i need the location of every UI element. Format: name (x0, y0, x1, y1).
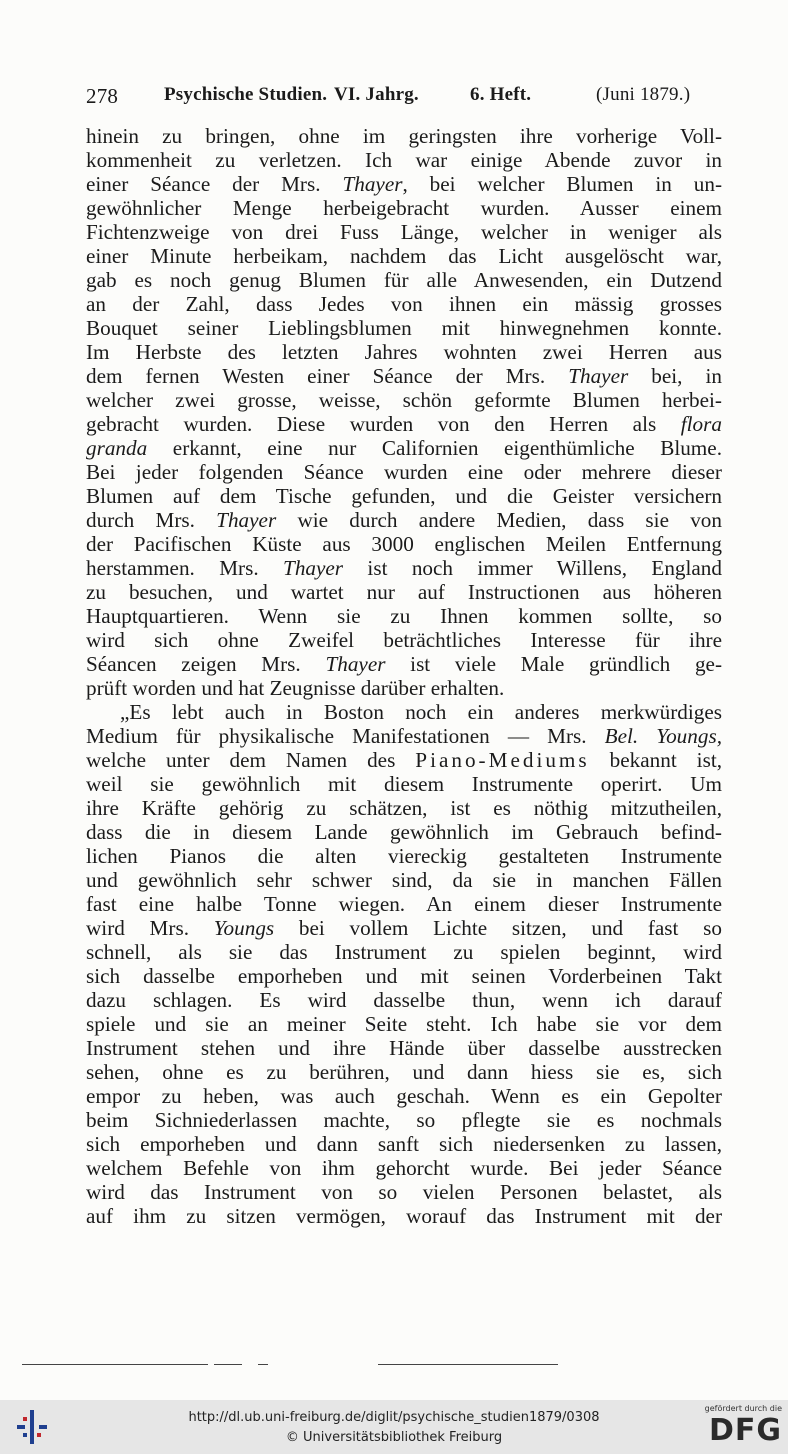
text-line (86, 748, 722, 772)
text-run: zu besuchen, und wartet nur auf Instructionen aus höheren (86, 580, 722, 604)
text-run: gab es noch genug Blumen für alle Anwesenden, ein Dutzend (86, 268, 722, 292)
dfg-wordmark: DFG (708, 1413, 782, 1448)
text-run: Séancen zeigen Mrs. (86, 652, 326, 676)
text-line (86, 1132, 722, 1156)
text-line (86, 532, 722, 556)
text-run: sich dasselbe emporheben und mit seinen Vorderbeinen Takt (86, 964, 722, 988)
running-header (86, 84, 722, 114)
text-run: dem fernen Westen einer Séance der Mrs. (86, 364, 569, 388)
text-line (86, 1108, 722, 1132)
text-line (86, 220, 722, 244)
text-run: durch Mrs. (86, 508, 217, 532)
text-run: Instrument stehen und ihre Hände über dasselbe ausstrecken (86, 1036, 722, 1060)
italic-name: Thayer (283, 556, 344, 580)
text-line (86, 292, 722, 316)
body-text (86, 124, 722, 1228)
text-line (86, 460, 722, 484)
text-line (86, 676, 722, 700)
text-line (86, 988, 722, 1012)
text-run: „Es lebt auch in Boston noch ein anderes merkwürdiges (120, 700, 722, 724)
text-run: wie durch andere Medien, dass sie von (276, 508, 722, 532)
text-run: Bei jeder folgenden Séance wurden eine oder mehrere dieser (86, 460, 722, 484)
text-run: , bei welcher Blumen in un- (402, 172, 722, 196)
text-line (86, 340, 722, 364)
text-run: schnell, als sie das Instrument zu spielen beginnt, wird (86, 940, 722, 964)
text-line (86, 652, 722, 676)
text-run: bekannt ist, (589, 748, 722, 772)
text-line (86, 124, 722, 148)
text-run: dazu schlagen. Es wird dasselbe thun, wenn ich darauf (86, 988, 722, 1012)
text-line (86, 628, 722, 652)
text-run: Im Herbste des letzten Jahres wohnten zwei Herren aus (86, 340, 722, 364)
text-line (86, 1012, 722, 1036)
text-line (86, 268, 722, 292)
italic-name: flora (680, 412, 722, 436)
dfg-logo (696, 1404, 782, 1450)
text-run: Fichtenzweige von drei Fuss Länge, welcher in weniger als (86, 220, 722, 244)
text-run: fast eine halbe Tonne wiegen. An einem dieser Instrumente (86, 892, 722, 916)
permalink-link[interactable]: http://dl.ub.uni-freiburg.de/diglit/psychische_studien1879/0308 (188, 1410, 600, 1425)
text-run: welcher zwei grosse, weisse, schön geformte Blumen herbei- (86, 388, 722, 412)
italic-name: Youngs (213, 916, 275, 940)
text-line (86, 244, 722, 268)
text-line (86, 820, 722, 844)
text-line (86, 1036, 722, 1060)
text-run: bei vollem Lichte sitzen, und fast so (274, 916, 722, 940)
text-line (86, 316, 722, 340)
italic-name: Thayer (216, 508, 277, 532)
rule-line (378, 1364, 558, 1365)
rule-line (22, 1364, 208, 1365)
text-line (86, 556, 722, 580)
viewer-footer (0, 1400, 788, 1454)
text-run: an der Zahl, dass Jedes von ihnen ein mässig grosses (86, 292, 722, 316)
text-run: wird sich ohne Zweifel beträchtliches Interesse für ihre (86, 628, 722, 652)
text-run: Blumen auf dem Tische gefunden, und die Geister versichern (86, 484, 722, 508)
text-line (86, 1180, 722, 1204)
issue-number: 6. Heft. (470, 84, 532, 105)
text-run: dass die in diesem Lande gewöhnlich im Gebrauch befind- (86, 820, 722, 844)
text-run: gewöhnlicher Menge herbeigebracht wurden. Ausser einem (86, 196, 722, 220)
text-line (86, 172, 722, 196)
text-line (86, 436, 722, 460)
italic-name: Thayer (568, 364, 629, 388)
text-line (86, 724, 722, 748)
text-run: Hauptquartieren. Wenn sie zu Ihnen kommen sollte, so (86, 604, 722, 628)
text-run: kommenheit zu verletzen. Ich war einige Abende zuvor in (86, 148, 722, 172)
text-line (86, 580, 722, 604)
text-line (86, 1084, 722, 1108)
text-run: einer Minute herbeikam, nachdem das Licht ausgelöscht war, (86, 244, 722, 268)
text-line (86, 196, 722, 220)
copyright-notice: © Universitätsbibliothek Freiburg (285, 1430, 503, 1445)
text-run: beim Sichniederlassen machte, so pflegte sie es nochmals (86, 1108, 722, 1132)
issue-date: (Juni 1879.) (596, 84, 691, 105)
text-line (86, 1204, 722, 1228)
text-run: prüft worden und hat Zeugnisse darüber erhalten. (86, 676, 505, 700)
text-line (86, 484, 722, 508)
text-run: ist viele Male gründlich ge- (385, 652, 722, 676)
text-line (86, 892, 722, 916)
journal-title: Psychische Studien. (164, 84, 328, 105)
spaced-term: Piano-Mediums (415, 748, 590, 772)
text-line (86, 844, 722, 868)
text-run: Medium für physikalische Manifestationen — Mrs. (86, 724, 605, 748)
italic-name: granda (86, 436, 148, 460)
text-run: spiele und sie an meiner Seite steht. Ich habe sie vor dem (86, 1012, 722, 1036)
text-run: einer Séance der Mrs. (86, 172, 343, 196)
text-run: wird Mrs. (86, 916, 214, 940)
text-line (86, 916, 722, 940)
text-line (86, 1060, 722, 1084)
text-line (86, 700, 722, 724)
text-line (86, 604, 722, 628)
volume-year: VI. Jahrg. (334, 84, 419, 105)
text-run: welche unter dem Namen des (86, 748, 416, 772)
text-run: und gewöhnlich sehr schwer sind, da sie in manchen Fällen (86, 868, 722, 892)
text-run: herstammen. Mrs. (86, 556, 284, 580)
text-run: welchem Befehle von ihm gehorcht wurde. Bei jeder Séance (86, 1156, 722, 1180)
rule-line (214, 1364, 242, 1365)
text-run: weil sie gewöhnlich mit diesem Instrumente operirt. Um (86, 772, 722, 796)
text-run: lichen Pianos die alten viereckig gestalteten Instrumente (86, 844, 722, 868)
text-run: ihre Kräfte gehörig zu schätzen, ist es nöthig mitzutheilen, (86, 796, 722, 820)
text-run: sehen, ohne es zu berühren, und dann hiess sie es, sich (86, 1060, 722, 1084)
text-run: auf ihm zu sitzen vermögen, worauf das Instrument mit der (86, 1204, 722, 1228)
text-run: gebracht wurden. Diese wurden von den Herren als (86, 412, 681, 436)
text-line (86, 772, 722, 796)
text-line (86, 1156, 722, 1180)
text-run: wird das Instrument von so vielen Personen belastet, als (86, 1180, 722, 1204)
page-number: 278 (86, 84, 119, 108)
text-run: erkannt, eine nur Californien eigenthümliche Blume. (147, 436, 722, 460)
italic-name: Thayer (342, 172, 403, 196)
text-line (86, 964, 722, 988)
text-line (86, 508, 722, 532)
text-line (86, 148, 722, 172)
text-line (86, 388, 722, 412)
text-line (86, 364, 722, 388)
text-run: Bouquet seiner Lieblingsblumen mit hinwegnehmen konnte. (86, 316, 722, 340)
text-run: hinein zu bringen, ohne im geringsten ihre vorherige Voll- (86, 124, 722, 148)
text-line (86, 868, 722, 892)
dfg-caption: gefördert durch die (704, 1404, 782, 1413)
italic-name: Thayer (325, 652, 386, 676)
text-run: empor zu heben, was auch geschah. Wenn es ein Gepolter (86, 1084, 722, 1108)
text-line (86, 940, 722, 964)
bottom-rules (0, 1364, 788, 1368)
text-run: sich emporheben und dann sanft sich niedersenken zu lassen, (86, 1132, 722, 1156)
italic-name: Bel. Youngs, (604, 724, 722, 748)
text-line (86, 796, 722, 820)
text-run: bei, in (628, 364, 722, 388)
rule-line (258, 1364, 268, 1365)
text-run: der Pacifischen Küste aus 3000 englischen Meilen Entfernung (86, 532, 722, 556)
text-run: ist noch immer Willens, England (343, 556, 722, 580)
text-line (86, 412, 722, 436)
